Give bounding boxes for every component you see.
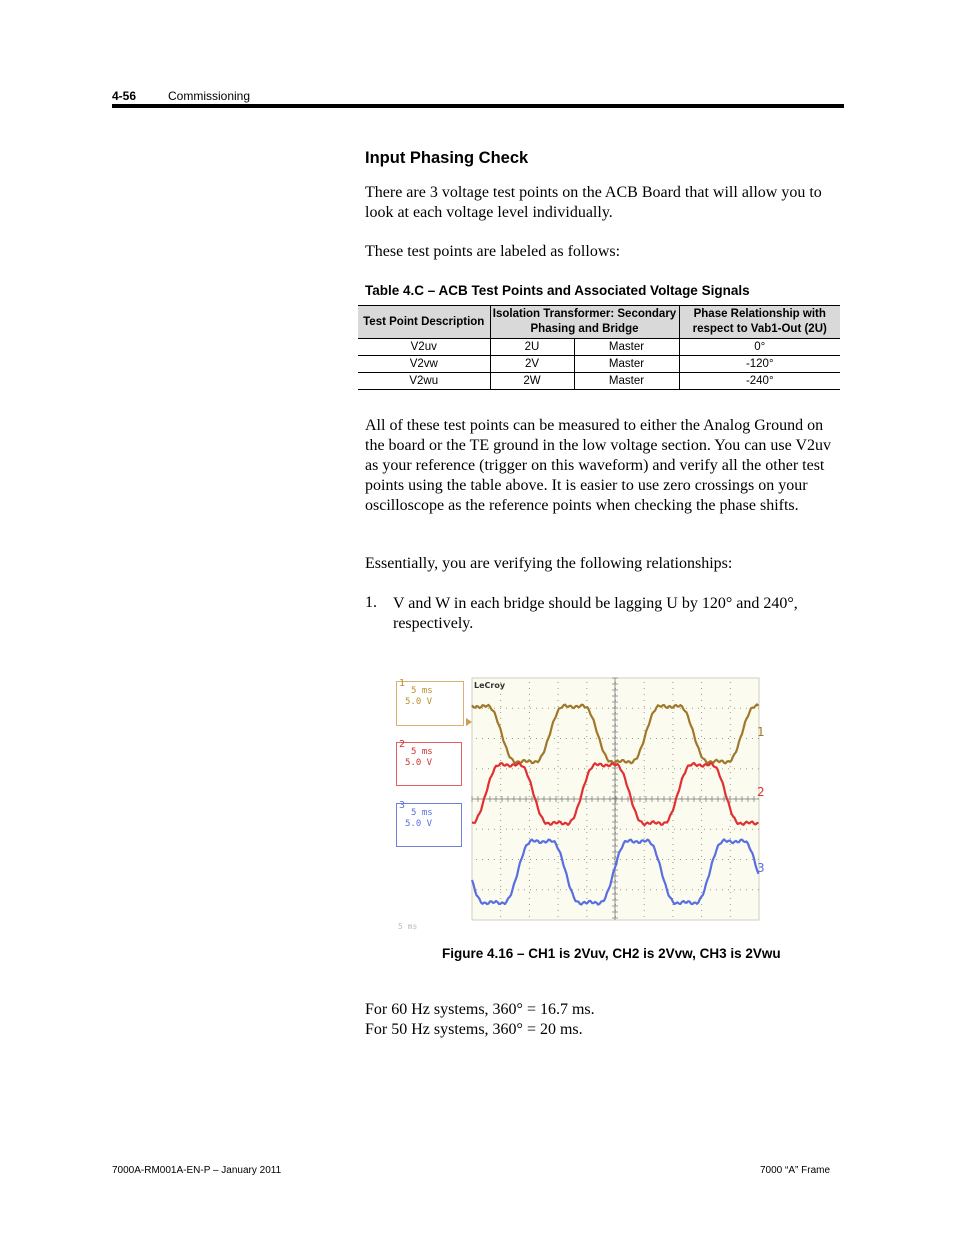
table-row [358, 339, 840, 356]
trace-marker-3: 3 [757, 861, 765, 875]
bottom-timebase-label: 5 ms [398, 922, 418, 931]
table-cell: 2V [490, 356, 574, 373]
table-cell: 0° [679, 339, 840, 356]
trace-marker-2: 2 [757, 785, 765, 799]
channel-3-volts: 5.0 V [405, 819, 433, 829]
table-cell: V2vw [358, 356, 490, 373]
channel-1-timebase: 5 ms [411, 686, 433, 696]
page-number: 4-56 [112, 89, 137, 103]
paragraph-labels: These test points are labeled as follows: [365, 243, 621, 260]
table-header-row [358, 306, 840, 339]
channel-2-label: 2 [399, 739, 406, 750]
channel-1-label: 1 [399, 678, 406, 689]
table-row [358, 373, 840, 390]
page-heading: Input Phasing Check [365, 149, 529, 167]
table-cell: Master [574, 339, 679, 356]
footer-product: 7000 “A” Frame [760, 1165, 831, 1176]
freq-line-50hz: For 50 Hz systems, 360° = 20 ms. [365, 1021, 583, 1038]
table-cell: Master [574, 356, 679, 373]
channel-1-volts: 5.0 V [405, 697, 433, 707]
oscilloscope-figure [394, 676, 774, 938]
paragraph-measurement: All of these test points can be measured to either the Analog Ground on the board or the TE ground in the low voltage section. You can use V2uv as your reference (trigger on this waveform) and verify all the other test points using the table above. It is easier to use zero crossings on your oscilloscope as the reference points when checking the phase shifts. [365, 417, 831, 514]
paragraph-intro: There are 3 voltage test points on the ACB Board that will allow you to look at each voltage level individually. [365, 184, 822, 221]
table-cell: 2W [490, 373, 574, 390]
footer-doc-id: 7000A-RM001A-EN-P – January 2011 [112, 1165, 282, 1176]
table-header-cell: Phase Relationship with respect to Vab1-Out (2U) [679, 306, 840, 339]
table-caption: Table 4.C – ACB Test Points and Associated Voltage Signals [365, 283, 750, 298]
channel-2-volts: 5.0 V [405, 758, 433, 768]
header-rule [112, 104, 844, 108]
freq-line-60hz: For 60 Hz systems, 360° = 16.7 ms. [365, 1001, 595, 1018]
section-title: Commissioning [168, 89, 251, 103]
trigger-arrow [466, 718, 472, 726]
test-points-table [358, 305, 840, 390]
scope-brand: LeCroy [474, 681, 506, 690]
trace-marker-1: 1 [757, 725, 765, 739]
table-cell: V2wu [358, 373, 490, 390]
channel-3-timebase: 5 ms [411, 808, 433, 818]
table-cell: Master [574, 373, 679, 390]
channel-2-timebase: 5 ms [411, 747, 433, 757]
table-cell: -240° [679, 373, 840, 390]
table-row [358, 356, 840, 373]
table-cell: 2U [490, 339, 574, 356]
figure-caption: Figure 4.16 – CH1 is 2Vuv, CH2 is 2Vvw, CH3 is 2Vwu [442, 946, 781, 961]
scope-display [394, 676, 774, 938]
channel-3-label: 3 [399, 800, 406, 811]
paragraph-relationships: Essentially, you are verifying the following relationships: [365, 555, 733, 572]
list-number: 1. [365, 594, 377, 611]
table-header-cell: Isolation Transformer: Secondary Phasing and Bridge [490, 306, 679, 339]
table-cell: V2uv [358, 339, 490, 356]
table-cell: -120° [679, 356, 840, 373]
table-header-cell: Test Point Description [358, 306, 490, 339]
list-item: V and W in each bridge should be lagging U by 120° and 240°, respectively. [393, 595, 798, 632]
